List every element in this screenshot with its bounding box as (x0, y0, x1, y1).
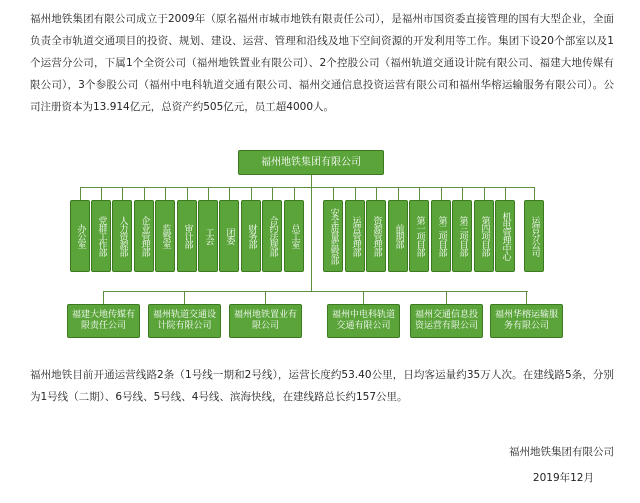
subsidiary-connector (184, 291, 185, 304)
org-root-box: 福州地铁集团有限公司 (238, 150, 384, 175)
subsidiary-connector (363, 291, 364, 304)
subsidiary-connector (265, 291, 266, 304)
department-label: 合约法规部 (267, 216, 278, 256)
department-connector (355, 187, 356, 200)
department-box (177, 200, 197, 272)
department-label: 财务部 (246, 224, 257, 248)
department-connector (144, 187, 145, 200)
department-connector (419, 187, 420, 200)
department-label: 安全质量监察部 (328, 208, 339, 264)
department-box (155, 200, 175, 272)
department-box (452, 200, 472, 272)
subsidiary-connector (446, 291, 447, 304)
department-connector (122, 187, 123, 200)
department-label: 企业管理部 (139, 216, 150, 256)
intro-paragraph: 福州地铁集团有限公司成立于2009年（原名福州市城市地铁有限责任公司），是福州市国资委直接管理的国有大型企业，全面负责全市轨道交通项目的投资、规划、建设、运营、管理和沿线及地下空间资源的开发利用等工作。集团下设20个部室以及1个运营分公司，下属1个全资公司（福州地铁置业有限公司）、2个控股公司（福州轨道交通设计院有限公司、福建大地传媒有限公司），3个参股公司（福州中电科轨道交通有限公司、福州交通信息投资运营有限公司和福州华榕运输服务有限公司）。公司注册资本为13.914亿元，总资产约505亿元，员工超4000人。 (30, 13, 614, 113)
signature-organization: 福州地铁集团有限公司 (509, 446, 614, 458)
department-box (388, 200, 408, 272)
subsidiary-box: 福州交通信息投资运营有限公司 (410, 304, 483, 338)
department-label: 审计部 (182, 224, 193, 248)
subsidiary-box: 福州地铁置业有限公司 (229, 304, 302, 338)
department-label: 办公室 (75, 224, 86, 248)
department-label: 第一项目部 (414, 216, 425, 256)
department-connector (165, 187, 166, 200)
department-box (366, 200, 386, 272)
department-box (474, 200, 494, 272)
department-box (91, 200, 111, 272)
department-box (345, 200, 365, 272)
department-box (284, 200, 304, 272)
department-label: 团委 (224, 228, 235, 244)
subsidiary-box: 福建大地传媒有限责任公司 (67, 304, 140, 338)
department-label: 总工室 (289, 224, 300, 248)
subsidiary-bus (104, 291, 528, 292)
department-box (524, 200, 544, 272)
department-box (323, 200, 343, 272)
department-label: 前期部 (393, 224, 404, 248)
department-connector (534, 187, 535, 200)
department-box (134, 200, 154, 272)
department-connector (272, 187, 273, 200)
department-connector (229, 187, 230, 200)
subsidiary-box: 福州轨道交通设计院有限公司 (148, 304, 221, 338)
department-box (198, 200, 218, 272)
department-box (241, 200, 261, 272)
department-connector (251, 187, 252, 200)
department-label: 党群工作部 (96, 216, 107, 256)
department-connector (187, 187, 188, 200)
department-box (409, 200, 429, 272)
department-label: 工会 (203, 228, 214, 244)
department-label: 人力资源部 (117, 216, 128, 256)
signature-date: 2019年12月 (532, 472, 594, 484)
lines-paragraph: 福州地铁目前开通运营线路2条（1号线一期和2号线），运营长度约53.40公里，日均客运量约35万人次。在建线路5条，分别为1号线（二期）、6号线、5号线、4号线、滨海快线，在建线路总长约157公里。 (30, 369, 614, 403)
subsidiary-box: 福州中电科轨道交通有限公司 (327, 304, 400, 338)
department-connector (208, 187, 209, 200)
department-label: 资源管理部 (371, 216, 382, 256)
department-box (112, 200, 132, 272)
subsidiary-connector (103, 291, 104, 304)
department-connector (333, 187, 334, 200)
department-box (70, 200, 90, 272)
department-label: 机电管理中心 (500, 212, 511, 260)
department-connector (80, 187, 81, 200)
department-label: 运营分公司 (529, 216, 540, 256)
department-box (431, 200, 451, 272)
department-connector (101, 187, 102, 200)
department-label: 第四项目部 (479, 216, 490, 256)
trunk-connector (311, 175, 312, 292)
department-connector (398, 187, 399, 200)
department-label: 第二项目部 (436, 216, 447, 256)
department-connector (484, 187, 485, 200)
department-connector (294, 187, 295, 200)
department-box (262, 200, 282, 272)
subsidiary-connector (526, 291, 527, 304)
department-label: 第三项目部 (457, 216, 468, 256)
department-connector (376, 187, 377, 200)
department-connector (462, 187, 463, 200)
department-box (219, 200, 239, 272)
department-box (495, 200, 515, 272)
department-label: 监察室 (160, 224, 171, 248)
department-connector (505, 187, 506, 200)
subsidiary-box: 福州华榕运输服务有限公司 (490, 304, 563, 338)
department-connector (441, 187, 442, 200)
department-bus (80, 187, 535, 188)
department-label: 运营管理部 (350, 216, 361, 256)
